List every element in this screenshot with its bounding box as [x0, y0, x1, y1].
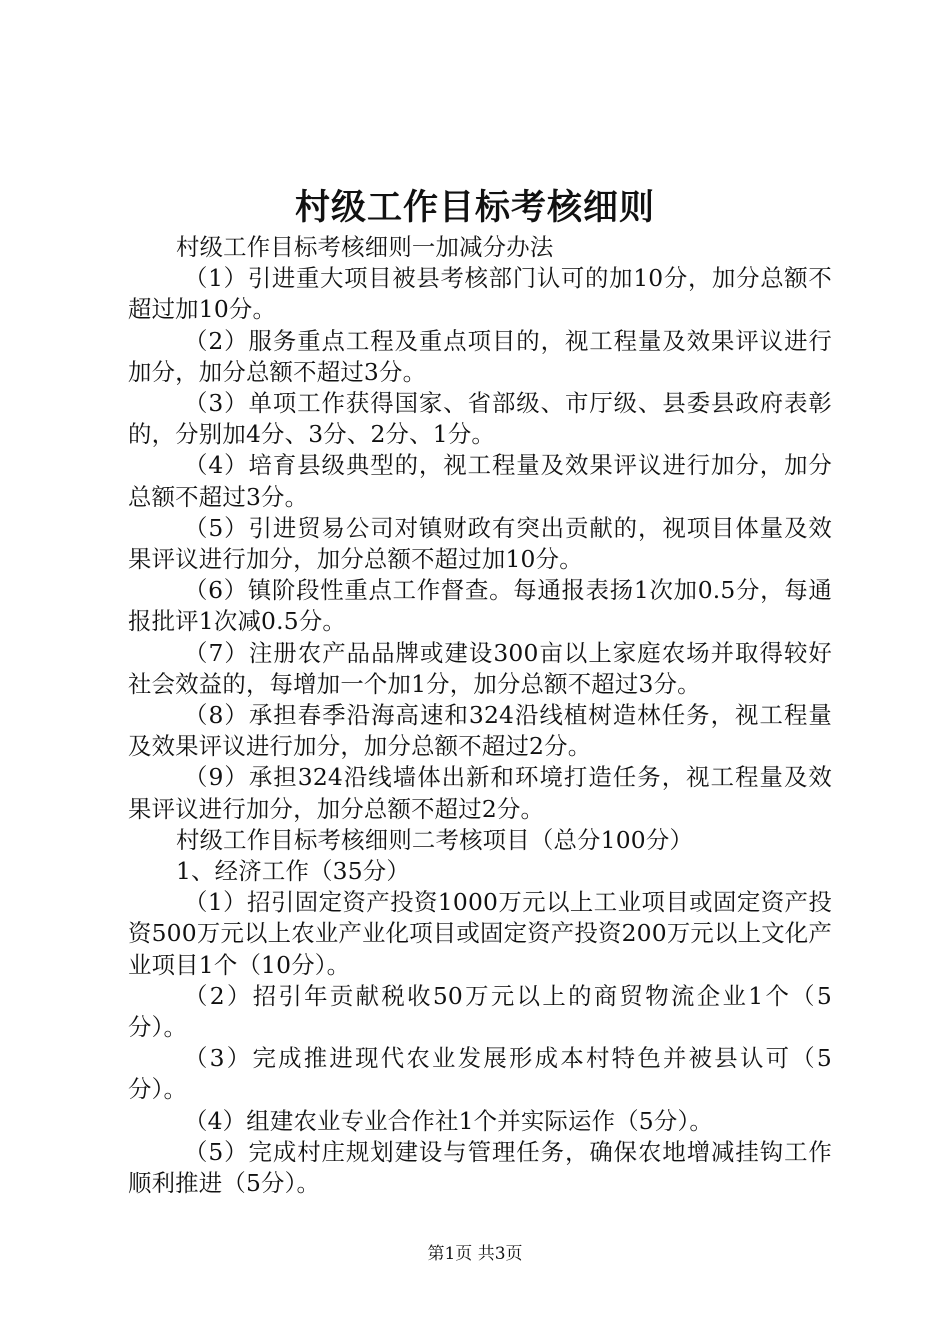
paragraph-item: （1）引进重大项目被县考核部门认可的加10分，加分总额不超过加10分。	[128, 264, 832, 324]
paragraph-item: （3）完成推进现代农业发展形成本村特色并被县认可（5分）。	[128, 1044, 832, 1104]
paragraph-item: （5）完成村庄规划建设与管理任务，确保农地增减挂钩工作顺利推进（5分）。	[128, 1137, 832, 1198]
section-heading: 村级工作目标考核细则二考核项目（总分100分）	[176, 825, 694, 854]
paragraph-item: （9）承担324沿线墙体出新和环境打造任务，视工程量及效果评议进行加分，加分总额不超过2分。	[128, 763, 832, 823]
section-heading: 村级工作目标考核细则一加减分办法	[176, 233, 554, 261]
paragraph-item: （4）培育县级典型的，视工程量及效果评议进行加分，加分总额不超过3分。	[128, 451, 832, 511]
paragraph-item: （6）镇阶段性重点工作督查。每通报表扬1次加0.5分，每通报批评1次减0.5分。	[128, 576, 832, 636]
paragraph-item: （4）组建农业专业合作社1个并实际运作（5分）。	[184, 1106, 713, 1135]
paragraph-item: （3）单项工作获得国家、省部级、市厅级、县委县政府表彰的，分别加4分、3分、2分、1分。	[128, 389, 832, 449]
page-number-footer: 第1页 共3页	[427, 1244, 523, 1264]
document-body	[128, 232, 832, 1199]
paragraph-item: （1）招引固定资产投资1000万元以上工业项目或固定资产投资500万元以上农业产业化项目或固定资产投资200万元以上文化产业项目1个（10分）。	[128, 888, 832, 979]
document-title: 村级工作目标考核细则	[294, 187, 655, 228]
subsection-heading: 1、经济工作（35分）	[176, 857, 410, 886]
paragraph-item: （2）服务重点工程及重点项目的，视工程量及效果评议进行加分，加分总额不超过3分。	[128, 326, 832, 386]
paragraph-item: （2）招引年贡献税收50万元以上的商贸物流企业1个（5分）。	[128, 981, 832, 1042]
paragraph-item: （5）引进贸易公司对镇财政有突出贡献的，视项目体量及效果评议进行加分，加分总额不超过加10分。	[128, 513, 832, 574]
paragraph-item: （7）注册农产品品牌或建设300亩以上家庭农场并取得较好社会效益的，每增加一个加1分，加分总额不超过3分。	[128, 638, 832, 698]
paragraph-item: （8）承担春季沿海高速和324沿线植树造林任务，视工程量及效果评议进行加分，加分总额不超过2分。	[128, 701, 832, 761]
